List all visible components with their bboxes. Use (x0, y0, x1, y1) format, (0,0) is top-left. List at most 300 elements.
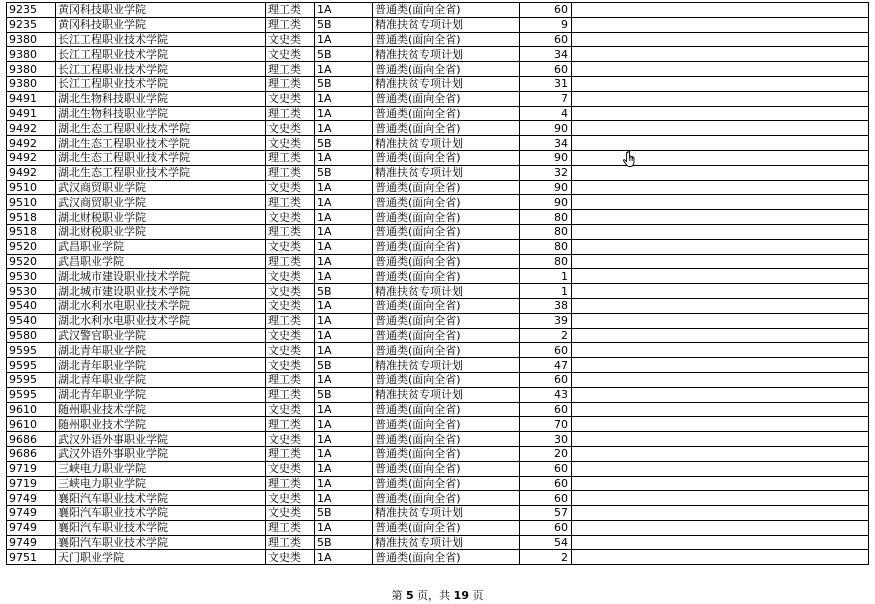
subject-type-cell: 理工类 (266, 535, 315, 550)
batch-cell: 1A (315, 195, 373, 210)
subject-type-cell: 文史类 (266, 343, 315, 358)
subject-type-cell: 文史类 (266, 269, 315, 284)
subject-type-cell: 理工类 (266, 520, 315, 535)
school-name-cell: 天门职业学院 (56, 550, 266, 565)
subject-type-cell: 文史类 (266, 461, 315, 476)
subject-type-cell: 文史类 (266, 298, 315, 313)
empty-cell (572, 210, 869, 225)
table-row (7, 180, 869, 195)
empty-cell (572, 476, 869, 491)
plan-category-cell: 普通类(面向全省) (373, 328, 520, 343)
plan-category-cell: 精准扶贫专项计划 (373, 284, 520, 299)
empty-cell (572, 520, 869, 535)
school-code-cell: 9492 (7, 165, 56, 180)
empty-cell (572, 446, 869, 461)
school-name-cell: 襄阳汽车职业技术学院 (56, 491, 266, 506)
batch-cell: 1A (315, 432, 373, 447)
table-row (7, 76, 869, 91)
school-name-cell: 武汉外语外事职业学院 (56, 446, 266, 461)
table-row (7, 313, 869, 328)
plan-count-cell: 80 (520, 210, 572, 225)
table-row (7, 328, 869, 343)
plan-count-cell: 20 (520, 446, 572, 461)
hand-pointer-icon (622, 150, 638, 168)
plan-category-cell: 普通类(面向全省) (373, 3, 520, 18)
plan-count-cell: 4 (520, 106, 572, 121)
school-code-cell: 9380 (7, 32, 56, 47)
plan-count-cell: 54 (520, 535, 572, 550)
plan-count-cell: 7 (520, 91, 572, 106)
school-code-cell: 9610 (7, 402, 56, 417)
school-name-cell: 湖北生物科技职业学院 (56, 106, 266, 121)
plan-count-cell: 39 (520, 313, 572, 328)
batch-cell: 5B (315, 506, 373, 521)
table-row (7, 254, 869, 269)
school-name-cell: 三峡电力职业学院 (56, 476, 266, 491)
empty-cell (572, 32, 869, 47)
school-name-cell: 湖北青年职业学院 (56, 343, 266, 358)
school-name-cell: 长江工程职业技术学院 (56, 76, 266, 91)
table-row (7, 91, 869, 106)
batch-cell: 5B (315, 136, 373, 151)
plan-category-cell: 普通类(面向全省) (373, 195, 520, 210)
footer-suffix: 页 (468, 589, 484, 602)
plan-category-cell: 普通类(面向全省) (373, 550, 520, 565)
plan-category-cell: 普通类(面向全省) (373, 239, 520, 254)
plan-category-cell: 普通类(面向全省) (373, 180, 520, 195)
subject-type-cell: 文史类 (266, 402, 315, 417)
subject-type-cell: 理工类 (266, 313, 315, 328)
plan-count-cell: 90 (520, 150, 572, 165)
plan-category-cell: 普通类(面向全省) (373, 491, 520, 506)
empty-cell (572, 47, 869, 62)
table-row (7, 402, 869, 417)
school-code-cell: 9530 (7, 269, 56, 284)
batch-cell: 1A (315, 476, 373, 491)
empty-cell (572, 121, 869, 136)
plan-count-cell: 1 (520, 269, 572, 284)
school-code-cell: 9510 (7, 195, 56, 210)
empty-cell (572, 343, 869, 358)
school-name-cell: 长江工程职业技术学院 (56, 47, 266, 62)
empty-cell (572, 17, 869, 32)
plan-category-cell: 精准扶贫专项计划 (373, 358, 520, 373)
enrollment-plan-table (6, 2, 869, 565)
table-row (7, 491, 869, 506)
plan-category-cell: 精准扶贫专项计划 (373, 535, 520, 550)
table-row (7, 432, 869, 447)
school-code-cell: 9595 (7, 343, 56, 358)
subject-type-cell: 文史类 (266, 239, 315, 254)
batch-cell: 1A (315, 372, 373, 387)
plan-count-cell: 60 (520, 520, 572, 535)
batch-cell: 5B (315, 358, 373, 373)
school-code-cell: 9719 (7, 461, 56, 476)
school-name-cell: 武汉商贸职业学院 (56, 180, 266, 195)
school-code-cell: 9595 (7, 358, 56, 373)
table-row (7, 358, 869, 373)
school-code-cell: 9749 (7, 506, 56, 521)
empty-cell (572, 106, 869, 121)
subject-type-cell: 理工类 (266, 476, 315, 491)
plan-category-cell: 普通类(面向全省) (373, 446, 520, 461)
empty-cell (572, 491, 869, 506)
school-code-cell: 9530 (7, 284, 56, 299)
plan-count-cell: 80 (520, 239, 572, 254)
plan-count-cell: 47 (520, 358, 572, 373)
empty-cell (572, 269, 869, 284)
school-name-cell: 武昌职业学院 (56, 239, 266, 254)
school-name-cell: 武昌职业学院 (56, 254, 266, 269)
subject-type-cell: 文史类 (266, 550, 315, 565)
subject-type-cell: 理工类 (266, 387, 315, 402)
plan-category-cell: 精准扶贫专项计划 (373, 387, 520, 402)
subject-type-cell: 文史类 (266, 32, 315, 47)
empty-cell (572, 91, 869, 106)
empty-cell (572, 165, 869, 180)
footer-prefix: 第 (391, 589, 407, 602)
empty-cell (572, 62, 869, 77)
school-name-cell: 随州职业技术学院 (56, 417, 266, 432)
batch-cell: 1A (315, 224, 373, 239)
school-name-cell: 襄阳汽车职业技术学院 (56, 520, 266, 535)
table-row (7, 520, 869, 535)
plan-category-cell: 普通类(面向全省) (373, 402, 520, 417)
plan-count-cell: 43 (520, 387, 572, 402)
school-code-cell: 9686 (7, 446, 56, 461)
empty-cell (572, 402, 869, 417)
batch-cell: 1A (315, 32, 373, 47)
plan-category-cell: 精准扶贫专项计划 (373, 136, 520, 151)
school-name-cell: 长江工程职业技术学院 (56, 62, 266, 77)
table-row (7, 461, 869, 476)
subject-type-cell: 文史类 (266, 432, 315, 447)
empty-cell (572, 328, 869, 343)
table-row (7, 47, 869, 62)
subject-type-cell: 理工类 (266, 195, 315, 210)
batch-cell: 1A (315, 446, 373, 461)
school-code-cell: 9491 (7, 91, 56, 106)
plan-category-cell: 普通类(面向全省) (373, 91, 520, 106)
table-row (7, 165, 869, 180)
plan-category-cell: 普通类(面向全省) (373, 210, 520, 225)
school-code-cell: 9510 (7, 180, 56, 195)
school-code-cell: 9235 (7, 3, 56, 18)
table-row (7, 506, 869, 521)
batch-cell: 1A (315, 121, 373, 136)
table-row (7, 476, 869, 491)
school-code-cell: 9491 (7, 106, 56, 121)
batch-cell: 1A (315, 313, 373, 328)
school-name-cell: 湖北财税职业学院 (56, 210, 266, 225)
school-name-cell: 湖北生态工程职业技术学院 (56, 136, 266, 151)
school-name-cell: 湖北青年职业学院 (56, 358, 266, 373)
empty-cell (572, 417, 869, 432)
table-row (7, 269, 869, 284)
school-name-cell: 武汉商贸职业学院 (56, 195, 266, 210)
school-code-cell: 9492 (7, 150, 56, 165)
subject-type-cell: 文史类 (266, 358, 315, 373)
batch-cell: 1A (315, 254, 373, 269)
page-footer (0, 589, 875, 603)
empty-cell (572, 3, 869, 18)
school-name-cell: 湖北生态工程职业技术学院 (56, 165, 266, 180)
plan-category-cell: 精准扶贫专项计划 (373, 165, 520, 180)
school-code-cell: 9580 (7, 328, 56, 343)
school-name-cell: 湖北水利水电职业技术学院 (56, 298, 266, 313)
batch-cell: 1A (315, 402, 373, 417)
batch-cell: 1A (315, 298, 373, 313)
empty-cell (572, 550, 869, 565)
table-row (7, 372, 869, 387)
school-code-cell: 9610 (7, 417, 56, 432)
batch-cell: 1A (315, 210, 373, 225)
plan-count-cell: 80 (520, 254, 572, 269)
empty-cell (572, 136, 869, 151)
current-page-number: 5 (406, 589, 414, 602)
school-name-cell: 武汉外语外事职业学院 (56, 432, 266, 447)
batch-cell: 1A (315, 150, 373, 165)
batch-cell: 5B (315, 76, 373, 91)
subject-type-cell: 文史类 (266, 284, 315, 299)
table-row (7, 62, 869, 77)
batch-cell: 1A (315, 269, 373, 284)
plan-category-cell: 普通类(面向全省) (373, 432, 520, 447)
table-row (7, 106, 869, 121)
subject-type-cell: 文史类 (266, 136, 315, 151)
plan-count-cell: 9 (520, 17, 572, 32)
plan-count-cell: 60 (520, 32, 572, 47)
school-name-cell: 随州职业技术学院 (56, 402, 266, 417)
plan-count-cell: 60 (520, 372, 572, 387)
school-name-cell: 黄冈科技职业学院 (56, 17, 266, 32)
plan-category-cell: 精准扶贫专项计划 (373, 47, 520, 62)
plan-category-cell: 普通类(面向全省) (373, 461, 520, 476)
batch-cell: 1A (315, 180, 373, 195)
plan-category-cell: 普通类(面向全省) (373, 106, 520, 121)
plan-category-cell: 普通类(面向全省) (373, 313, 520, 328)
batch-cell: 5B (315, 165, 373, 180)
school-code-cell: 9719 (7, 476, 56, 491)
batch-cell: 5B (315, 284, 373, 299)
empty-cell (572, 224, 869, 239)
school-code-cell: 9595 (7, 372, 56, 387)
table-row (7, 239, 869, 254)
plan-count-cell: 60 (520, 491, 572, 506)
table-row (7, 224, 869, 239)
plan-count-cell: 80 (520, 224, 572, 239)
school-name-cell: 湖北生态工程职业技术学院 (56, 150, 266, 165)
table-row (7, 550, 869, 565)
empty-cell (572, 180, 869, 195)
subject-type-cell: 文史类 (266, 91, 315, 106)
plan-count-cell: 38 (520, 298, 572, 313)
table-row (7, 446, 869, 461)
table-row (7, 150, 869, 165)
school-code-cell: 9492 (7, 121, 56, 136)
plan-category-cell: 普通类(面向全省) (373, 269, 520, 284)
empty-cell (572, 372, 869, 387)
table-row (7, 136, 869, 151)
footer-middle: 页，共 (413, 589, 454, 602)
plan-count-cell: 60 (520, 461, 572, 476)
school-name-cell: 湖北青年职业学院 (56, 387, 266, 402)
school-code-cell: 9540 (7, 313, 56, 328)
batch-cell: 1A (315, 239, 373, 254)
plan-count-cell: 2 (520, 328, 572, 343)
empty-cell (572, 535, 869, 550)
batch-cell: 1A (315, 91, 373, 106)
plan-category-cell: 精准扶贫专项计划 (373, 506, 520, 521)
batch-cell: 1A (315, 106, 373, 121)
batch-cell: 5B (315, 535, 373, 550)
school-code-cell: 9749 (7, 520, 56, 535)
plan-category-cell: 普通类(面向全省) (373, 62, 520, 77)
school-code-cell: 9518 (7, 224, 56, 239)
table-row (7, 32, 869, 47)
school-code-cell: 9520 (7, 239, 56, 254)
batch-cell: 5B (315, 387, 373, 402)
school-name-cell: 湖北生态工程职业技术学院 (56, 121, 266, 136)
empty-cell (572, 284, 869, 299)
subject-type-cell: 文史类 (266, 180, 315, 195)
subject-type-cell: 理工类 (266, 165, 315, 180)
school-name-cell: 三峡电力职业学院 (56, 461, 266, 476)
subject-type-cell: 理工类 (266, 224, 315, 239)
subject-type-cell: 理工类 (266, 3, 315, 18)
total-pages-number: 19 (453, 589, 469, 602)
batch-cell: 5B (315, 17, 373, 32)
subject-type-cell: 理工类 (266, 106, 315, 121)
subject-type-cell: 理工类 (266, 254, 315, 269)
subject-type-cell: 理工类 (266, 446, 315, 461)
table-row (7, 121, 869, 136)
table-row (7, 343, 869, 358)
school-name-cell: 湖北城市建设职业技术学院 (56, 284, 266, 299)
school-code-cell: 9595 (7, 387, 56, 402)
school-name-cell: 湖北青年职业学院 (56, 372, 266, 387)
school-name-cell: 湖北财税职业学院 (56, 224, 266, 239)
plan-count-cell: 90 (520, 121, 572, 136)
plan-count-cell: 34 (520, 47, 572, 62)
empty-cell (572, 432, 869, 447)
plan-count-cell: 90 (520, 180, 572, 195)
school-code-cell: 9751 (7, 550, 56, 565)
subject-type-cell: 理工类 (266, 17, 315, 32)
table-row (7, 195, 869, 210)
school-name-cell: 武汉警官职业学院 (56, 328, 266, 343)
empty-cell (572, 76, 869, 91)
school-code-cell: 9380 (7, 47, 56, 62)
school-code-cell: 9492 (7, 136, 56, 151)
empty-cell (572, 298, 869, 313)
subject-type-cell: 理工类 (266, 417, 315, 432)
plan-count-cell: 60 (520, 476, 572, 491)
batch-cell: 1A (315, 62, 373, 77)
plan-count-cell: 57 (520, 506, 572, 521)
batch-cell: 1A (315, 328, 373, 343)
table-row (7, 284, 869, 299)
table-row (7, 298, 869, 313)
plan-category-cell: 普通类(面向全省) (373, 298, 520, 313)
plan-count-cell: 60 (520, 343, 572, 358)
school-code-cell: 9518 (7, 210, 56, 225)
empty-cell (572, 506, 869, 521)
batch-cell: 1A (315, 3, 373, 18)
school-name-cell: 襄阳汽车职业技术学院 (56, 506, 266, 521)
subject-type-cell: 文史类 (266, 210, 315, 225)
plan-category-cell: 精准扶贫专项计划 (373, 17, 520, 32)
plan-count-cell: 34 (520, 136, 572, 151)
school-name-cell: 黄冈科技职业学院 (56, 3, 266, 18)
batch-cell: 1A (315, 417, 373, 432)
school-name-cell: 湖北城市建设职业技术学院 (56, 269, 266, 284)
table-row (7, 535, 869, 550)
plan-category-cell: 普通类(面向全省) (373, 372, 520, 387)
subject-type-cell: 文史类 (266, 328, 315, 343)
batch-cell: 1A (315, 520, 373, 535)
table-row (7, 417, 869, 432)
school-code-cell: 9749 (7, 491, 56, 506)
table-row (7, 3, 869, 18)
plan-category-cell: 普通类(面向全省) (373, 520, 520, 535)
school-name-cell: 湖北生物科技职业学院 (56, 91, 266, 106)
plan-count-cell: 1 (520, 284, 572, 299)
plan-category-cell: 普通类(面向全省) (373, 417, 520, 432)
plan-category-cell: 普通类(面向全省) (373, 476, 520, 491)
subject-type-cell: 文史类 (266, 506, 315, 521)
school-code-cell: 9380 (7, 62, 56, 77)
school-code-cell: 9749 (7, 535, 56, 550)
plan-count-cell: 90 (520, 195, 572, 210)
batch-cell: 1A (315, 343, 373, 358)
school-code-cell: 9540 (7, 298, 56, 313)
empty-cell (572, 150, 869, 165)
plan-count-cell: 70 (520, 417, 572, 432)
subject-type-cell: 文史类 (266, 121, 315, 136)
school-name-cell: 湖北水利水电职业技术学院 (56, 313, 266, 328)
batch-cell: 1A (315, 491, 373, 506)
subject-type-cell: 理工类 (266, 372, 315, 387)
empty-cell (572, 195, 869, 210)
empty-cell (572, 313, 869, 328)
plan-count-cell: 60 (520, 62, 572, 77)
batch-cell: 5B (315, 47, 373, 62)
batch-cell: 1A (315, 461, 373, 476)
subject-type-cell: 理工类 (266, 62, 315, 77)
subject-type-cell: 理工类 (266, 76, 315, 91)
plan-category-cell: 普通类(面向全省) (373, 150, 520, 165)
plan-category-cell: 精准扶贫专项计划 (373, 76, 520, 91)
subject-type-cell: 文史类 (266, 47, 315, 62)
empty-cell (572, 239, 869, 254)
empty-cell (572, 254, 869, 269)
plan-count-cell: 30 (520, 432, 572, 447)
school-code-cell: 9235 (7, 17, 56, 32)
school-code-cell: 9380 (7, 76, 56, 91)
empty-cell (572, 387, 869, 402)
school-name-cell: 长江工程职业技术学院 (56, 32, 266, 47)
table-row (7, 210, 869, 225)
school-code-cell: 9520 (7, 254, 56, 269)
table-row (7, 387, 869, 402)
school-name-cell: 襄阳汽车职业技术学院 (56, 535, 266, 550)
plan-count-cell: 60 (520, 3, 572, 18)
plan-category-cell: 普通类(面向全省) (373, 343, 520, 358)
plan-count-cell: 2 (520, 550, 572, 565)
plan-category-cell: 普通类(面向全省) (373, 32, 520, 47)
subject-type-cell: 文史类 (266, 491, 315, 506)
